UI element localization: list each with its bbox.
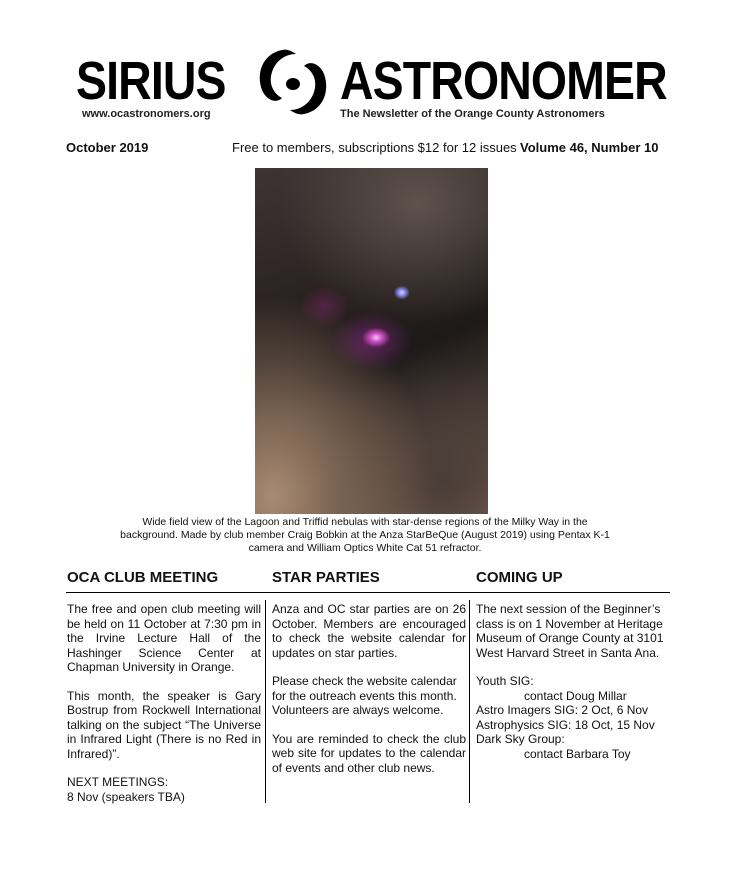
- issue-info-bar: [66, 140, 666, 158]
- caption-line: background. Made by club member Craig Bobkin at the Anza StarBeQue (August 2019) using Pentax K-1: [120, 529, 610, 541]
- next-meetings-value: 8 Nov (speakers TBA): [67, 789, 185, 804]
- star-parties-paragraph: You are reminded to check the club web site for updates to the calendar of events and other club news.: [272, 731, 466, 775]
- volume-number: Volume 46, Number 10: [520, 140, 659, 155]
- star-parties-heading: STAR PARTIES: [272, 569, 380, 586]
- club-meeting-paragraph: The free and open club meeting will be held on 11 October at 7:30 pm in the Irvine Lecture Hall of the Hashinger Science Center at Chapman University in Orange.: [67, 602, 261, 674]
- photo-caption: [120, 516, 610, 555]
- coming-up-heading: COMING UP: [476, 569, 563, 586]
- youth-sig-label: Youth SIG:: [476, 674, 534, 688]
- subscription-info: Free to members, subscriptions $12 for 12 issues: [232, 140, 517, 155]
- star-parties-column: [272, 568, 468, 775]
- masthead-url: www.ocastronomers.org: [82, 108, 211, 120]
- star-parties-paragraph: Anza and OC star parties are on 26 October. Members are encouraged to check the website calendar for updates on star parties.: [272, 602, 466, 660]
- caption-line: camera and William Optics White Cat 51 refractor.: [248, 542, 482, 554]
- column-divider: [265, 600, 266, 803]
- masthead-subtitle: The Newsletter of the Orange County Astronomers: [340, 108, 605, 120]
- youth-sig-contact: contact Doug Millar: [524, 688, 627, 703]
- dark-sky-group-label: Dark Sky Group:: [476, 732, 565, 746]
- sirius-logo-icon: [252, 44, 332, 120]
- next-meetings-label: NEXT MEETINGS:: [67, 775, 169, 789]
- column-divider: [469, 600, 470, 803]
- masthead: [76, 44, 667, 124]
- club-meeting-paragraph: This month, the speaker is Gary Bostrup from Rockwell International talking on the subject “The Universe in Infrared Light (There is no Red in Infrared)”.: [67, 688, 261, 761]
- masthead-title-right: ASTRONOMER: [340, 51, 667, 111]
- coming-up-column: [476, 568, 672, 761]
- caption-line: Wide field view of the Lagoon and Triffid nebulas with star-dense regions of the Milky Way in the: [142, 516, 588, 528]
- astro-imagers-sig: Astro Imagers SIG: 2 Oct, 6 Nov: [476, 703, 649, 717]
- astrophysics-sig: Astrophysics SIG: 18 Oct, 15 Nov: [476, 717, 655, 732]
- issue-date: October 2019: [66, 140, 149, 155]
- club-meeting-heading: OCA CLUB MEETING: [67, 569, 219, 586]
- star-parties-paragraph: Please check the website calendar for the outreach events this month. Volunteers are always welcome.: [272, 674, 457, 717]
- club-meeting-column: [67, 568, 263, 804]
- masthead-title-left: SIRIUS: [76, 51, 226, 111]
- dark-sky-group-contact: contact Barbara Toy: [524, 746, 631, 761]
- nebula-photo: [255, 168, 488, 514]
- section-divider: [66, 592, 670, 593]
- coming-up-paragraph: The next session of the Beginner’s class is on 1 November at Heritage Museum of Orange County at 3101 West Harvard Street in Santa Ana.: [476, 602, 664, 660]
